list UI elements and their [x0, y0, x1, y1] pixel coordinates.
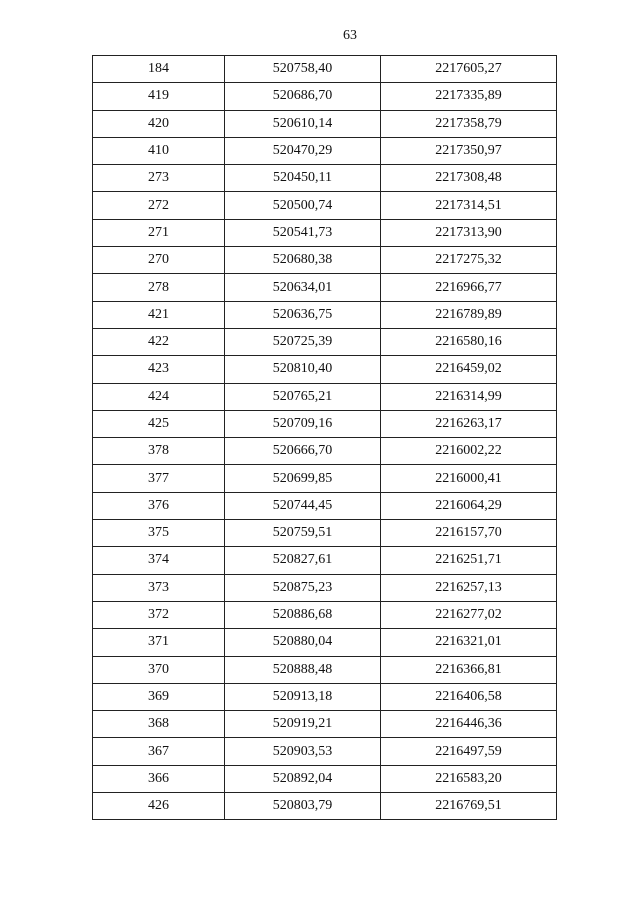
x-coordinate-cell: 520636,75 [225, 301, 381, 328]
y-coordinate-cell: 2216321,01 [381, 629, 557, 656]
point-number-cell: 419 [93, 83, 225, 110]
table-row [93, 656, 557, 683]
point-number-cell: 378 [93, 438, 225, 465]
table-row [93, 410, 557, 437]
y-coordinate-cell: 2217275,32 [381, 247, 557, 274]
y-coordinate-cell: 2217350,97 [381, 137, 557, 164]
x-coordinate-cell: 520892,04 [225, 765, 381, 792]
y-coordinate-cell: 2216459,02 [381, 356, 557, 383]
y-coordinate-cell: 2217335,89 [381, 83, 557, 110]
table-row [93, 765, 557, 792]
table-row [93, 110, 557, 137]
point-number-cell: 425 [93, 410, 225, 437]
table-row [93, 383, 557, 410]
y-coordinate-cell: 2216789,89 [381, 301, 557, 328]
y-coordinate-cell: 2217313,90 [381, 219, 557, 246]
point-number-cell: 272 [93, 192, 225, 219]
x-coordinate-cell: 520744,45 [225, 492, 381, 519]
x-coordinate-cell: 520500,74 [225, 192, 381, 219]
point-number-cell: 367 [93, 738, 225, 765]
x-coordinate-cell: 520725,39 [225, 328, 381, 355]
x-coordinate-cell: 520880,04 [225, 629, 381, 656]
x-coordinate-cell: 520759,51 [225, 520, 381, 547]
point-number-cell: 410 [93, 137, 225, 164]
x-coordinate-cell: 520919,21 [225, 711, 381, 738]
table-row [93, 356, 557, 383]
point-number-cell: 371 [93, 629, 225, 656]
point-number-cell: 366 [93, 765, 225, 792]
x-coordinate-cell: 520541,73 [225, 219, 381, 246]
coordinates-table-body [93, 56, 557, 820]
y-coordinate-cell: 2216277,02 [381, 601, 557, 628]
table-row [93, 192, 557, 219]
y-coordinate-cell: 2216251,71 [381, 547, 557, 574]
y-coordinate-cell: 2216580,16 [381, 328, 557, 355]
point-number-cell: 270 [93, 247, 225, 274]
table-row [93, 137, 557, 164]
y-coordinate-cell: 2216263,17 [381, 410, 557, 437]
table-row [93, 438, 557, 465]
x-coordinate-cell: 520470,29 [225, 137, 381, 164]
table-row [93, 465, 557, 492]
point-number-cell: 421 [93, 301, 225, 328]
x-coordinate-cell: 520666,70 [225, 438, 381, 465]
point-number-cell: 375 [93, 520, 225, 547]
y-coordinate-cell: 2216966,77 [381, 274, 557, 301]
x-coordinate-cell: 520634,01 [225, 274, 381, 301]
x-coordinate-cell: 520803,79 [225, 793, 381, 820]
y-coordinate-cell: 2216314,99 [381, 383, 557, 410]
y-coordinate-cell: 2217308,48 [381, 165, 557, 192]
y-coordinate-cell: 2216406,58 [381, 683, 557, 710]
table-row [93, 247, 557, 274]
x-coordinate-cell: 520709,16 [225, 410, 381, 437]
point-number-cell: 373 [93, 574, 225, 601]
y-coordinate-cell: 2216446,36 [381, 711, 557, 738]
point-number-cell: 278 [93, 274, 225, 301]
y-coordinate-cell: 2216366,81 [381, 656, 557, 683]
point-number-cell: 273 [93, 165, 225, 192]
table-row [93, 547, 557, 574]
table-row [93, 601, 557, 628]
point-number-cell: 377 [93, 465, 225, 492]
table-row [93, 328, 557, 355]
point-number-cell: 424 [93, 383, 225, 410]
x-coordinate-cell: 520888,48 [225, 656, 381, 683]
x-coordinate-cell: 520765,21 [225, 383, 381, 410]
y-coordinate-cell: 2216497,59 [381, 738, 557, 765]
y-coordinate-cell: 2216002,22 [381, 438, 557, 465]
x-coordinate-cell: 520450,11 [225, 165, 381, 192]
x-coordinate-cell: 520913,18 [225, 683, 381, 710]
x-coordinate-cell: 520875,23 [225, 574, 381, 601]
x-coordinate-cell: 520758,40 [225, 56, 381, 83]
table-row [93, 492, 557, 519]
y-coordinate-cell: 2216257,13 [381, 574, 557, 601]
point-number-cell: 426 [93, 793, 225, 820]
table-row [93, 301, 557, 328]
table-row [93, 520, 557, 547]
y-coordinate-cell: 2216064,29 [381, 492, 557, 519]
table-row [93, 83, 557, 110]
table-row [93, 629, 557, 656]
point-number-cell: 368 [93, 711, 225, 738]
table-row [93, 574, 557, 601]
point-number-cell: 374 [93, 547, 225, 574]
x-coordinate-cell: 520903,53 [225, 738, 381, 765]
table-row [93, 738, 557, 765]
coordinates-table [92, 55, 557, 820]
point-number-cell: 420 [93, 110, 225, 137]
table-row [93, 165, 557, 192]
table-row [93, 56, 557, 83]
table-row [93, 711, 557, 738]
y-coordinate-cell: 2216583,20 [381, 765, 557, 792]
x-coordinate-cell: 520699,85 [225, 465, 381, 492]
point-number-cell: 271 [93, 219, 225, 246]
x-coordinate-cell: 520827,61 [225, 547, 381, 574]
x-coordinate-cell: 520686,70 [225, 83, 381, 110]
table-row [93, 274, 557, 301]
x-coordinate-cell: 520810,40 [225, 356, 381, 383]
point-number-cell: 376 [93, 492, 225, 519]
y-coordinate-cell: 2216769,51 [381, 793, 557, 820]
point-number-cell: 184 [93, 56, 225, 83]
point-number-cell: 422 [93, 328, 225, 355]
y-coordinate-cell: 2216000,41 [381, 465, 557, 492]
x-coordinate-cell: 520610,14 [225, 110, 381, 137]
y-coordinate-cell: 2217314,51 [381, 192, 557, 219]
y-coordinate-cell: 2217358,79 [381, 110, 557, 137]
table-row [93, 219, 557, 246]
y-coordinate-cell: 2216157,70 [381, 520, 557, 547]
page-number: 63 [343, 28, 357, 43]
y-coordinate-cell: 2217605,27 [381, 56, 557, 83]
table-row [93, 683, 557, 710]
point-number-cell: 369 [93, 683, 225, 710]
table-row [93, 793, 557, 820]
point-number-cell: 370 [93, 656, 225, 683]
point-number-cell: 372 [93, 601, 225, 628]
x-coordinate-cell: 520886,68 [225, 601, 381, 628]
x-coordinate-cell: 520680,38 [225, 247, 381, 274]
point-number-cell: 423 [93, 356, 225, 383]
